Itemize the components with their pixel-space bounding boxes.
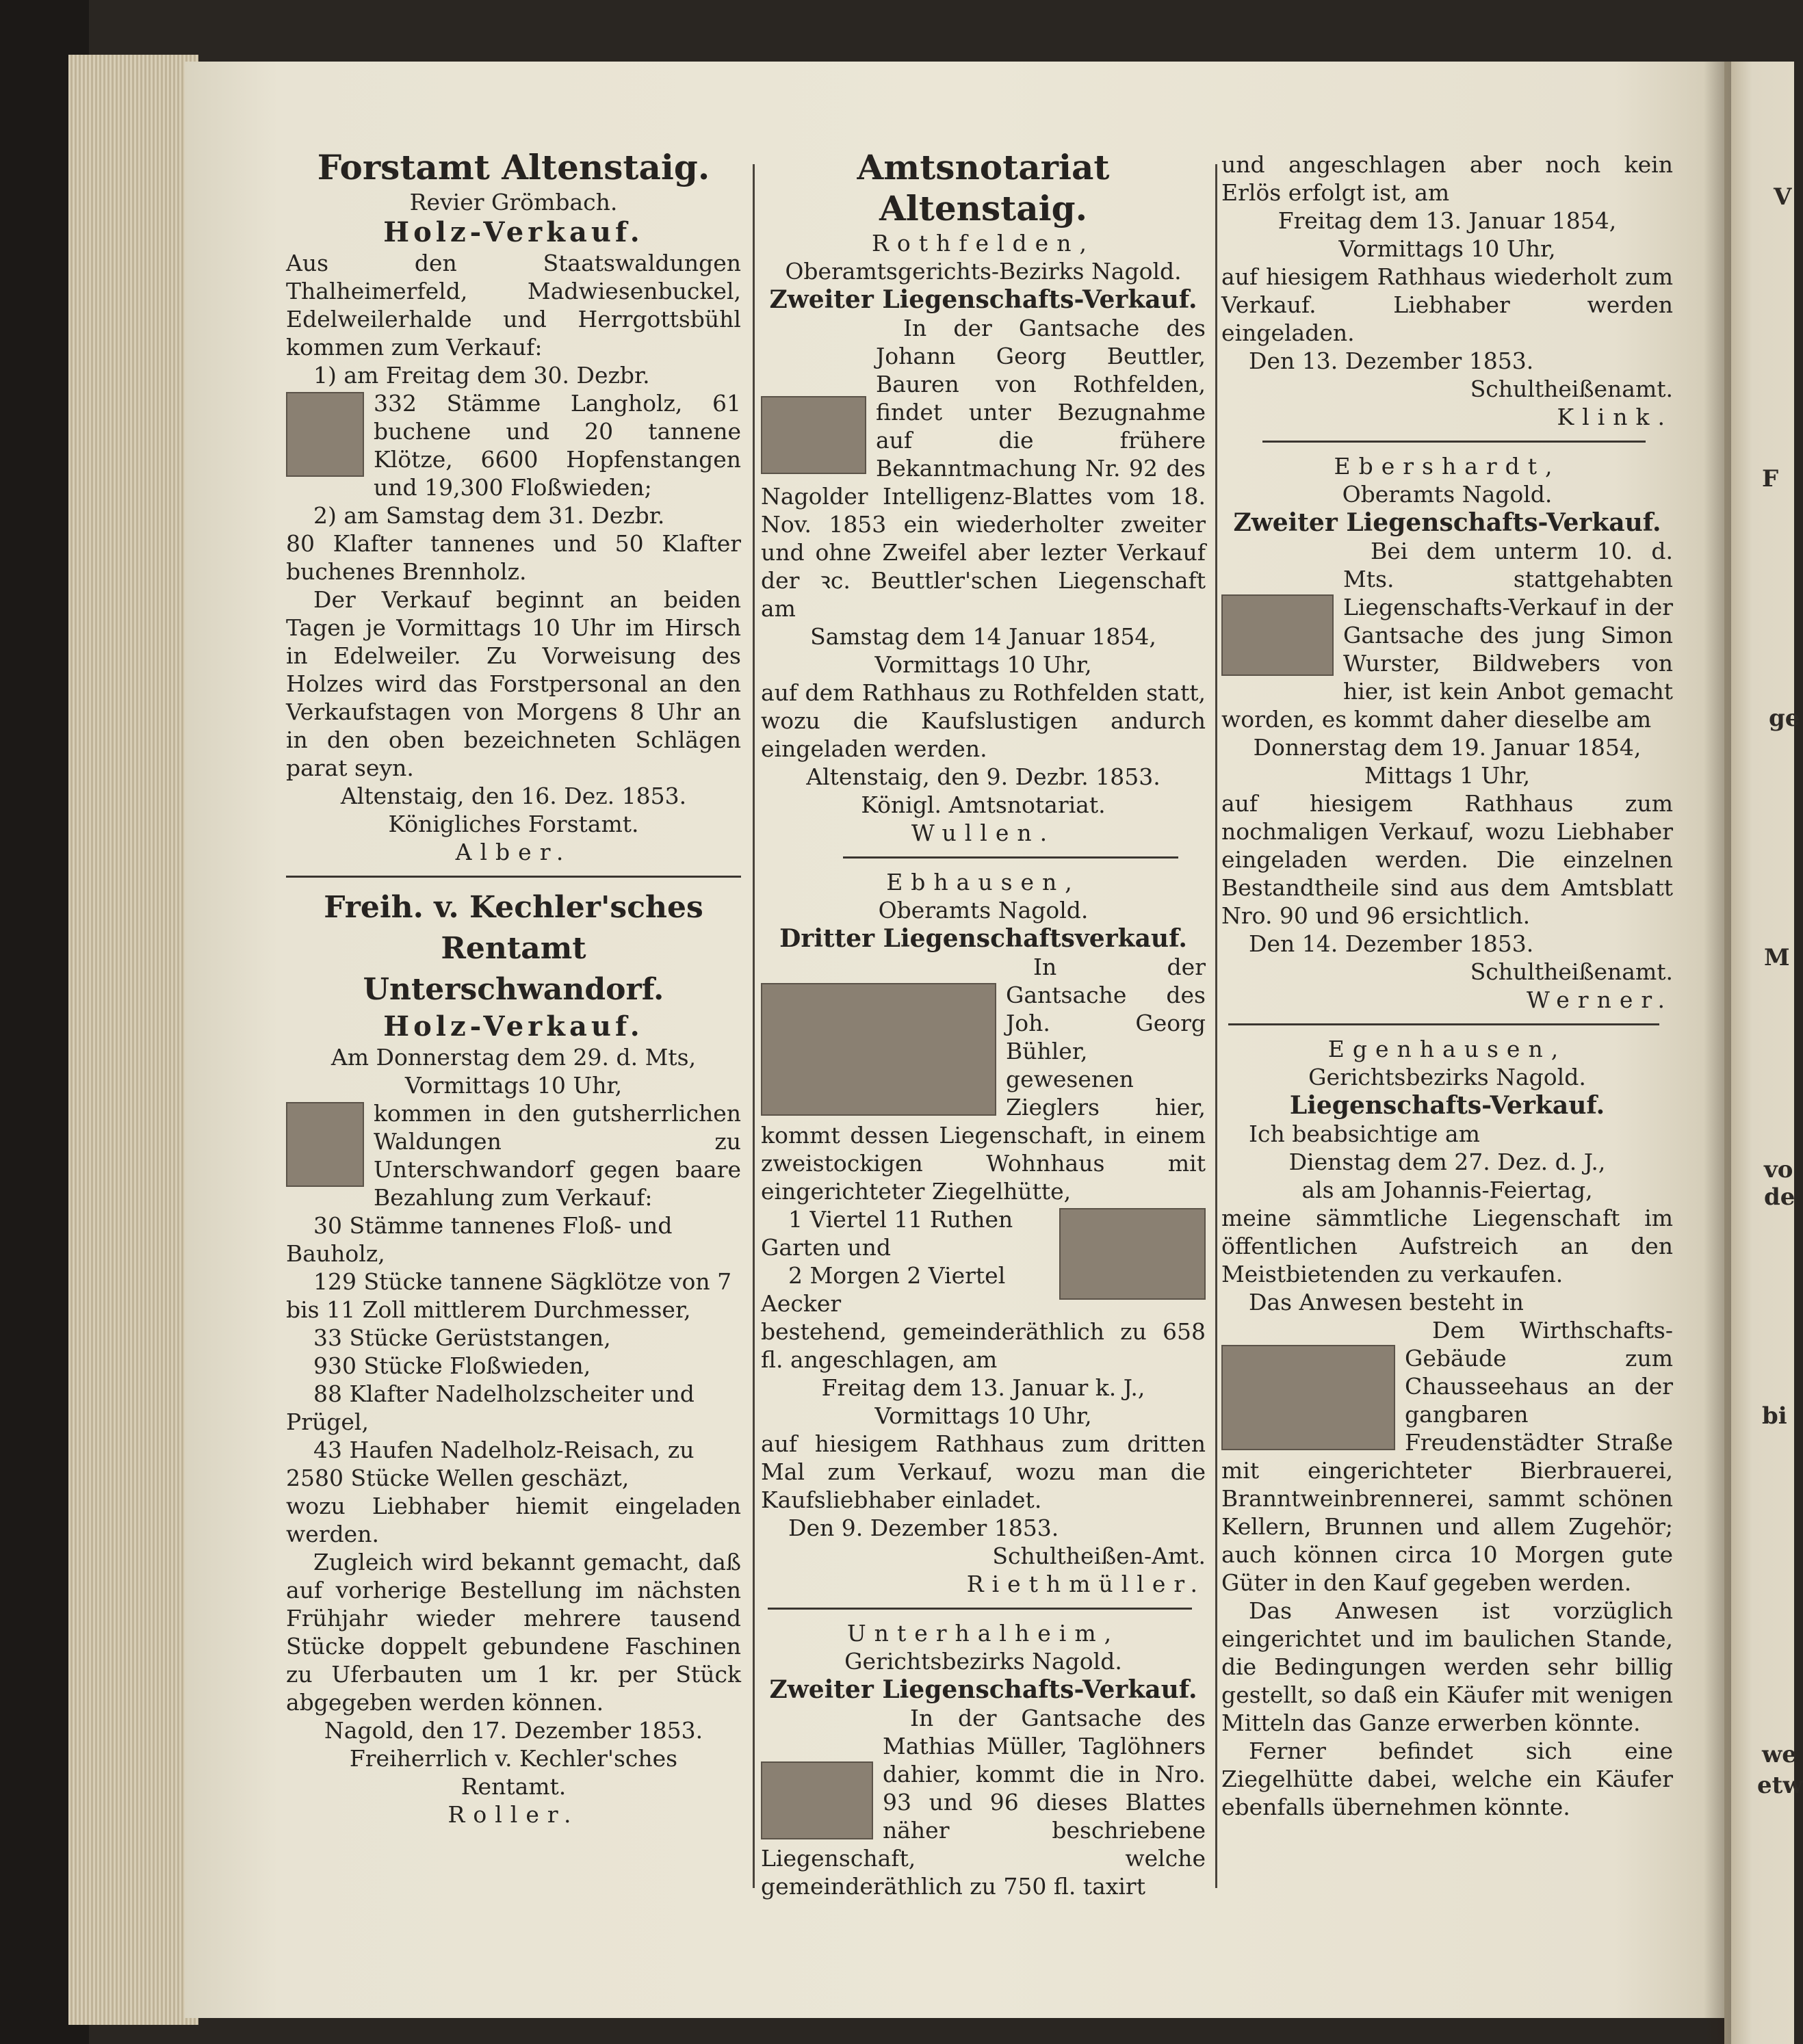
notice-subtitle: Gerichtsbezirks Nagold. — [1308, 1064, 1586, 1090]
notice-text: 1) am Freitag dem 30. Dezbr. — [313, 362, 650, 389]
notice-time-line: Vormittags 10 Uhr, — [874, 1402, 1092, 1429]
notice-text: auf hiesigem Rathhaus wiederholt zum Verkauf. Liebhaber werden eingeladen. — [1221, 263, 1673, 346]
column-1 — [286, 147, 741, 1829]
notice-text: bestehend, gemeinderäthlich zu 658 fl. angeschlagen, am — [761, 1318, 1206, 1373]
list-item: 88 Klafter Nadelholzscheiter und Prügel, — [286, 1380, 695, 1435]
notice-title: Unterschwandorf. — [363, 972, 664, 1007]
next-page-fragment: we — [1762, 1741, 1797, 1768]
notice-office: Schultheißen-Amt. — [992, 1543, 1206, 1569]
column-rule — [1215, 164, 1217, 1888]
notice-signature: Riethmüller. — [966, 1571, 1206, 1597]
notice-subtitle: Gerichtsbezirks Nagold. — [844, 1648, 1122, 1675]
notice-signature: Klink. — [1557, 404, 1673, 430]
notice-place: Ebershardt, — [1334, 453, 1561, 480]
column-rule — [753, 164, 755, 1888]
notice-heading: Holz-Verkauf. — [383, 1010, 644, 1043]
building-illustration — [761, 1761, 873, 1839]
notice-text: Aus den Staatswaldungen Thalheimerfeld, Madwiesenbuckel, Edelweilerhalde und Herrgottsbühl kommen zum Verkauf: — [286, 250, 741, 361]
house-illustration — [761, 983, 996, 1116]
notice-time-line: Vormittags 10 Uhr, — [1338, 235, 1556, 262]
notice-place: Unterhalheim, — [846, 1620, 1120, 1647]
notice-text: Dem Wirthschafts-Gebäude zum Chausseehaus an der gangbaren Freudenstädter Straße mit eingerichteter Bierbrauerei, Branntweinbrennerei, sammt schönen Kellern, Brunnen und allem Zugehör; auch können circa 10 Morgen gute Güter in den Kauf gegeben werden. — [1221, 1317, 1673, 1596]
notice-office: Schultheißenamt. — [1470, 376, 1673, 402]
notice-office: Königliches Forstamt. — [388, 811, 639, 837]
notice-office: Rentamt. — [461, 1773, 567, 1800]
notice-date-line: Freitag dem 13. Januar 1854, — [1277, 207, 1617, 234]
notice-text: und angeschlagen aber noch kein Erlös erfolgt ist, am — [1221, 151, 1673, 206]
notice-text: 1 Viertel 11 Ruthen Garten und — [761, 1206, 1013, 1261]
section-rule — [286, 876, 741, 878]
spine-shadow — [1704, 62, 1731, 2044]
building-illustration — [1221, 594, 1334, 676]
notice-text: auf hiesigem Rathhaus zum dritten Mal zum Verkauf, wozu man die Kaufsliebhaber einladet. — [761, 1430, 1206, 1513]
page-edges — [68, 55, 198, 2025]
notice-subtitle: Oberamts Nagold. — [1342, 481, 1553, 508]
next-page-fragment: V — [1774, 183, 1792, 211]
notice-text: auf hiesigem Rathhaus zum nochmaligen Verkauf, wozu Liebhaber eingeladen werden. Die einzelnen Bestandtheile sind aus dem Amtsblatt Nro. 90 und 96 ersichtlich. — [1221, 790, 1673, 929]
notice-date: Den 14. Dezember 1853. — [1249, 930, 1534, 957]
notice-subtitle: Revier Grömbach. — [409, 189, 618, 215]
column-3 — [1221, 150, 1673, 1821]
notice-office: Schultheißenamt. — [1470, 958, 1673, 985]
notice-title: Amtsnotariat Altenstaig. — [857, 147, 1110, 228]
woodcutter-illustration — [286, 1102, 364, 1187]
notice-office: Königl. Amtsnotariat. — [861, 791, 1106, 818]
column-2 — [761, 147, 1206, 1900]
notice-heading: Zweiter Liegenschafts-Verkauf. — [1233, 508, 1661, 537]
notice-signature: Alber. — [455, 839, 572, 865]
section-rule — [843, 856, 1178, 859]
notice-text: 2 Morgen 2 Viertel Aecker — [761, 1262, 1006, 1317]
list-item: 33 Stücke Gerüststangen, — [313, 1324, 611, 1351]
notice-text: In der Gantsache des Johann Georg Beuttler, Bauren von Rothfelden, findet unter Bezugnahme auf die frühere Bekanntmachung Nr. 92 des Nagolder Intelligenz-Blattes vom 18. Nov. 1853 ein wiederholter zweiter und ohne Zweifel aber lezter Verkauf der ꝛc. Beuttler'schen Liegenschaft am — [761, 315, 1206, 622]
building-illustration — [761, 396, 866, 474]
notice-place: Ebhausen, — [886, 869, 1080, 895]
notice-signature: Roller. — [447, 1801, 580, 1828]
notice-signature: Werner. — [1527, 986, 1673, 1013]
notice-date: Altenstaig, den 9. Dezbr. 1853. — [806, 763, 1160, 790]
notice-place: Rothfelden, — [872, 230, 1095, 257]
notice-text: In der Gantsache des Mathias Müller, Taglöhners dahier, kommt die in Nro. 93 und 96 dieses Blattes näher beschriebene Liegenschaft, welche gemeinderäthlich zu 750 fl. taxirt — [761, 1705, 1206, 1900]
notice-heading: Liegenschafts-Verkauf. — [1289, 1091, 1605, 1120]
notice-date: Den 13. Dezember 1853. — [1249, 348, 1534, 374]
notice-text: 332 Stämme Langholz, 61 buchene und 20 tannene Klötze, 6600 Hopfenstangen und 19,300 Floßwieden; — [374, 390, 741, 501]
notice-text: Bei dem unterm 10. d. Mts. stattgehabten Liegenschafts-Verkauf in der Gantsache des jung Simon Wurster, Bildwebers von hier, ist kein Anbot gemacht worden, es kommt daher dieselbe am — [1221, 538, 1673, 733]
notice-text: In der Gantsache des Joh. Georg Bühler, gewesenen Zieglers hier, kommt dessen Liegenschaft, in einem zweistockigen Wohnhaus mit eingerichteter Ziegelhütte, — [761, 954, 1206, 1205]
notice-date-line: Samstag dem 14 Januar 1854, — [810, 623, 1156, 650]
section-rule — [1262, 441, 1646, 443]
notice-text: 2) am Samstag dem 31. Dezbr. — [313, 502, 665, 529]
notice-time-line: als am Johannis-Feiertag, — [1301, 1177, 1593, 1203]
notice-place: Egenhausen, — [1327, 1036, 1567, 1062]
notice-text: Ferner befindet sich eine Ziegelhütte dabei, welche ein Käufer ebenfalls übernehmen könnte. — [1221, 1738, 1673, 1820]
notice-text: meine sämmtliche Liegenschaft im öffentlichen Aufstreich an den Meistbietenden zu verkaufen. — [1221, 1205, 1673, 1287]
woodcutter-illustration — [286, 392, 364, 477]
notice-title: Forstamt Altenstaig. — [317, 147, 710, 187]
next-page-fragment: etw — [1757, 1772, 1803, 1799]
notice-time-line: Vormittags 10 Uhr, — [874, 651, 1092, 678]
list-item: 43 Haufen Nadelholz-Reisach, zu 2580 Stücke Wellen geschäzt, — [286, 1437, 695, 1491]
notice-signature: Wullen. — [911, 820, 1056, 846]
notice-office: Freiherrlich v. Kechler'sches — [349, 1745, 678, 1772]
next-page-fragment: ge — [1769, 705, 1800, 732]
section-rule — [768, 1608, 1192, 1610]
list-item: 930 Stücke Floßwieden, — [313, 1352, 591, 1379]
notice-heading: Dritter Liegenschaftsverkauf. — [779, 924, 1187, 953]
inn-illustration — [1221, 1345, 1395, 1450]
notice-text: 80 Klafter tannenes und 50 Klafter buchenes Brennholz. — [286, 530, 741, 585]
notice-date-line: Donnerstag dem 19. Januar 1854, — [1253, 734, 1642, 761]
notice-subtitle: Oberamts Nagold. — [878, 897, 1089, 923]
notice-time-line: Mittags 1 Uhr, — [1364, 762, 1531, 789]
notice-text: kommen in den gutsherrlichen Waldungen zu Unterschwandorf gegen baare Bezahlung zum Verkauf: — [374, 1100, 741, 1211]
notice-text: Das Anwesen ist vorzüglich eingerichtet und im baulichen Stande, die Bedingungen werden sehr billig gestellt, so daß ein Käufer mit wenigen Mitteln das Ganze erwerben könnte. — [1221, 1597, 1673, 1736]
notice-date: Den 9. Dezember 1853. — [788, 1515, 1059, 1541]
notice-text: Der Verkauf beginnt an beiden Tagen je Vormittags 10 Uhr im Hirsch in Edelweiler. Zu Vorweisung des Holzes wird das Forstpersonal an den Verkaufstagen von Morgens 8 Uhr an in den oben bezeichneten Schlägen parat seyn. — [286, 586, 741, 781]
list-item: 30 Stämme tannenes Floß- und Bauholz, — [286, 1212, 673, 1267]
notice-text: wozu Liebhaber hiemit eingeladen werden. — [286, 1493, 741, 1547]
section-rule — [1228, 1023, 1659, 1025]
notice-date-line: Freitag dem 13. Januar k. J., — [821, 1374, 1145, 1401]
next-page-fragment: F — [1762, 465, 1779, 493]
notice-heading: Zweiter Liegenschafts-Verkauf. — [769, 285, 1197, 314]
next-page-fragment: bi — [1762, 1402, 1787, 1430]
notice-text: Das Anwesen besteht in — [1249, 1289, 1524, 1315]
notice-text: Am Donnerstag dem 29. d. Mts, Vormittags 10 Uhr, — [330, 1044, 697, 1099]
next-page-fragment: M — [1764, 944, 1790, 971]
notice-text: Zugleich wird bekannt gemacht, daß auf vorherige Bestellung im nächsten Frühjahr wieder mehrere tausend Stücke doppelt gebundene Faschinen zu Uferbauten um 1 kr. per Stück abgegeben werden können. — [286, 1549, 741, 1716]
notice-date-line: Dienstag dem 27. Dez. d. J., — [1288, 1149, 1606, 1175]
notice-heading: Zweiter Liegenschafts-Verkauf. — [769, 1675, 1197, 1704]
next-page-fragment: vo — [1764, 1156, 1793, 1183]
notice-text: Ich beabsichtige am — [1249, 1121, 1480, 1147]
notice-subtitle: Oberamtsgerichts-Bezirks Nagold. — [785, 258, 1182, 285]
notice-text: auf dem Rathhaus zu Rothfelden statt, wozu die Kaufslustigen andurch eingeladen werden. — [761, 679, 1206, 762]
notice-title: Freih. v. Kechler'sches Rentamt — [324, 890, 703, 966]
farm-illustration — [1059, 1208, 1206, 1300]
next-page-fragment: de — [1764, 1183, 1795, 1211]
notice-heading: Holz-Verkauf. — [383, 216, 644, 248]
notice-date: Altenstaig, den 16. Dez. 1853. — [340, 783, 687, 809]
list-item: 129 Stücke tannene Sägklötze von 7 bis 11 Zoll mittlerem Durchmesser, — [286, 1268, 732, 1323]
notice-date: Nagold, den 17. Dezember 1853. — [324, 1717, 703, 1744]
